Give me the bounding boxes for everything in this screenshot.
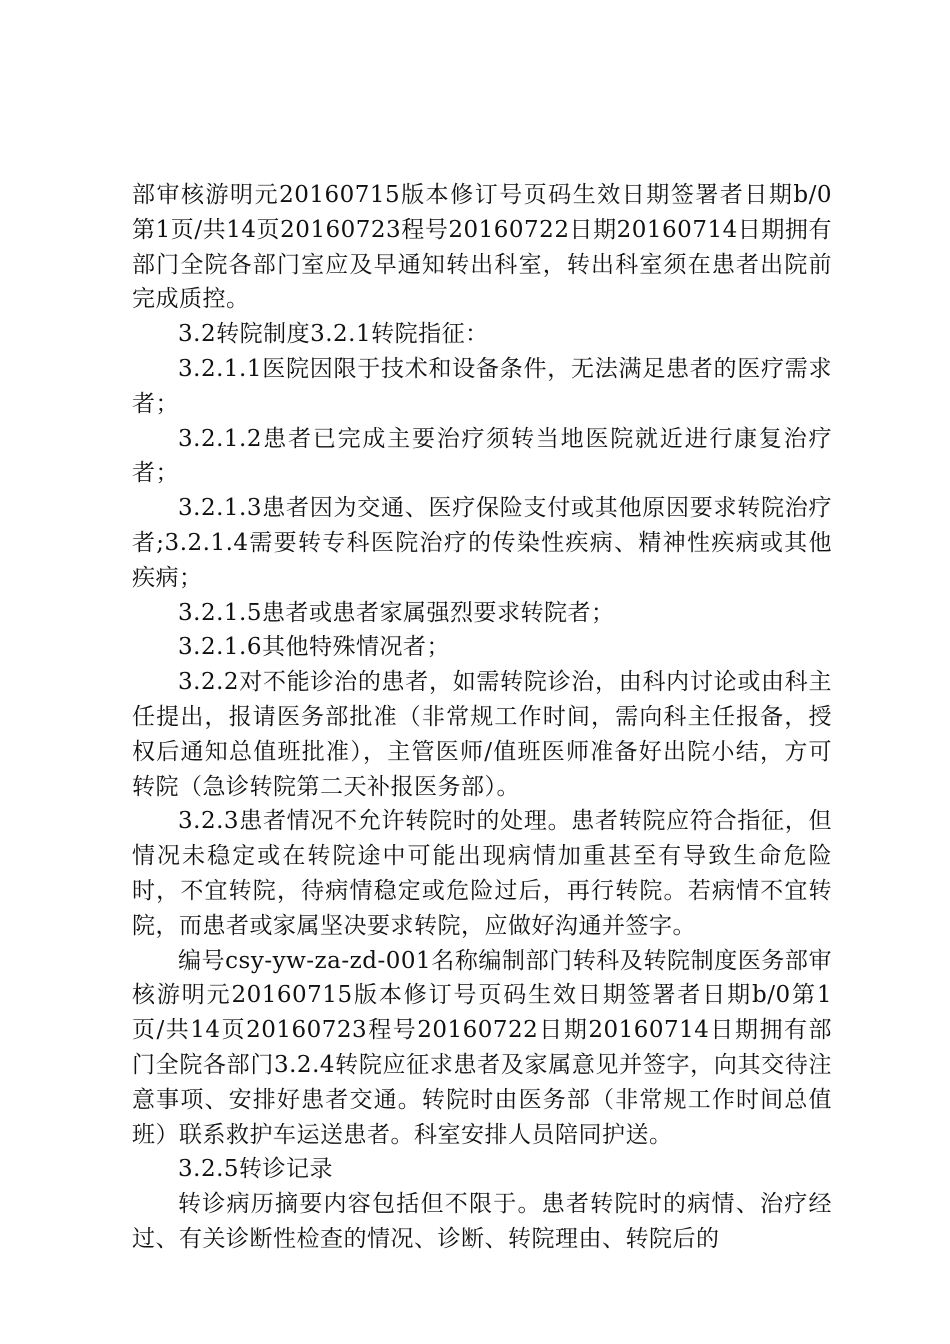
paragraph-6: 3.2.1.5患者或患者家属强烈要求转院者； [178,599,615,626]
paragraph-5: 3.2.1.3患者因为交通、医疗保险支付或其他原因要求转院治疗者;3.2.1.4需要转专科医院治疗的传染性疾病、精神性疾病或其他疾病； [132,495,832,591]
paragraph-9: 3.2.3患者情况不允许转院时的处理。患者转院应符合指征，但情况未稳定或在转院途中可能出现病情加重甚至有导致生命危险时，不宜转院，待病情稳定或危险过后，再行转院。若病情不宜转院，而患者或家属坚决要求转院，应做好沟通并签字。 [132,808,832,939]
paragraph-3: 3.2.1.1医院因限于技术和设备条件，无法满足患者的医疗需求者； [132,355,832,417]
paragraph-12: 转诊病历摘要内容包括但不限于。患者转院时的病情、治疗经过、有关诊断性检查的情况、诊断、转院理由、转院后的 [132,1191,832,1252]
paragraph-10: 编号csy-yw-za-zd-001名称编制部门转科及转院制度医务部审核游明元20160715版本修订号页码生效日期签署者日期b/0第1页/共14页20160723程号20160722日期20160714日期拥有部门全院各部门3.2.4转院应征求患者及家属意见并签字，向其交待注意事项、安排好患者交通。转院时由医务部（非常规工作时间总值班）联系救护车运送患者。科室安排人员陪同护送。 [132,947,832,1148]
paragraph-4: 3.2.1.2患者已完成主要治疗须转当地医院就近进行康复治疗者； [132,425,832,487]
document-body [132,178,832,1257]
paragraph-11: 3.2.5转诊记录 [178,1156,334,1183]
paragraph-7: 3.2.1.6其他特殊情况者； [178,634,450,661]
paragraph-8: 3.2.2对不能诊治的患者，如需转院诊治，由科内讨论或由科主任提出，报请医务部批准（非常规工作时间，需向科主任报备，授权后通知总值班批准），主管医师/值班医师准备好出院小结，方可转院（急诊转院第二天补报医务部）。 [132,669,832,800]
paragraph-2: 3.2转院制度3.2.1转院指征： [178,321,489,348]
paragraph-1: 部审核游明元20160715版本修订号页码生效日期签署者日期b/0第1页/共14页20160723程号20160722日期20160714日期拥有部门全院各部门室应及早通知转出科室，转出科室须在患者出院前完成质控。 [132,182,832,313]
